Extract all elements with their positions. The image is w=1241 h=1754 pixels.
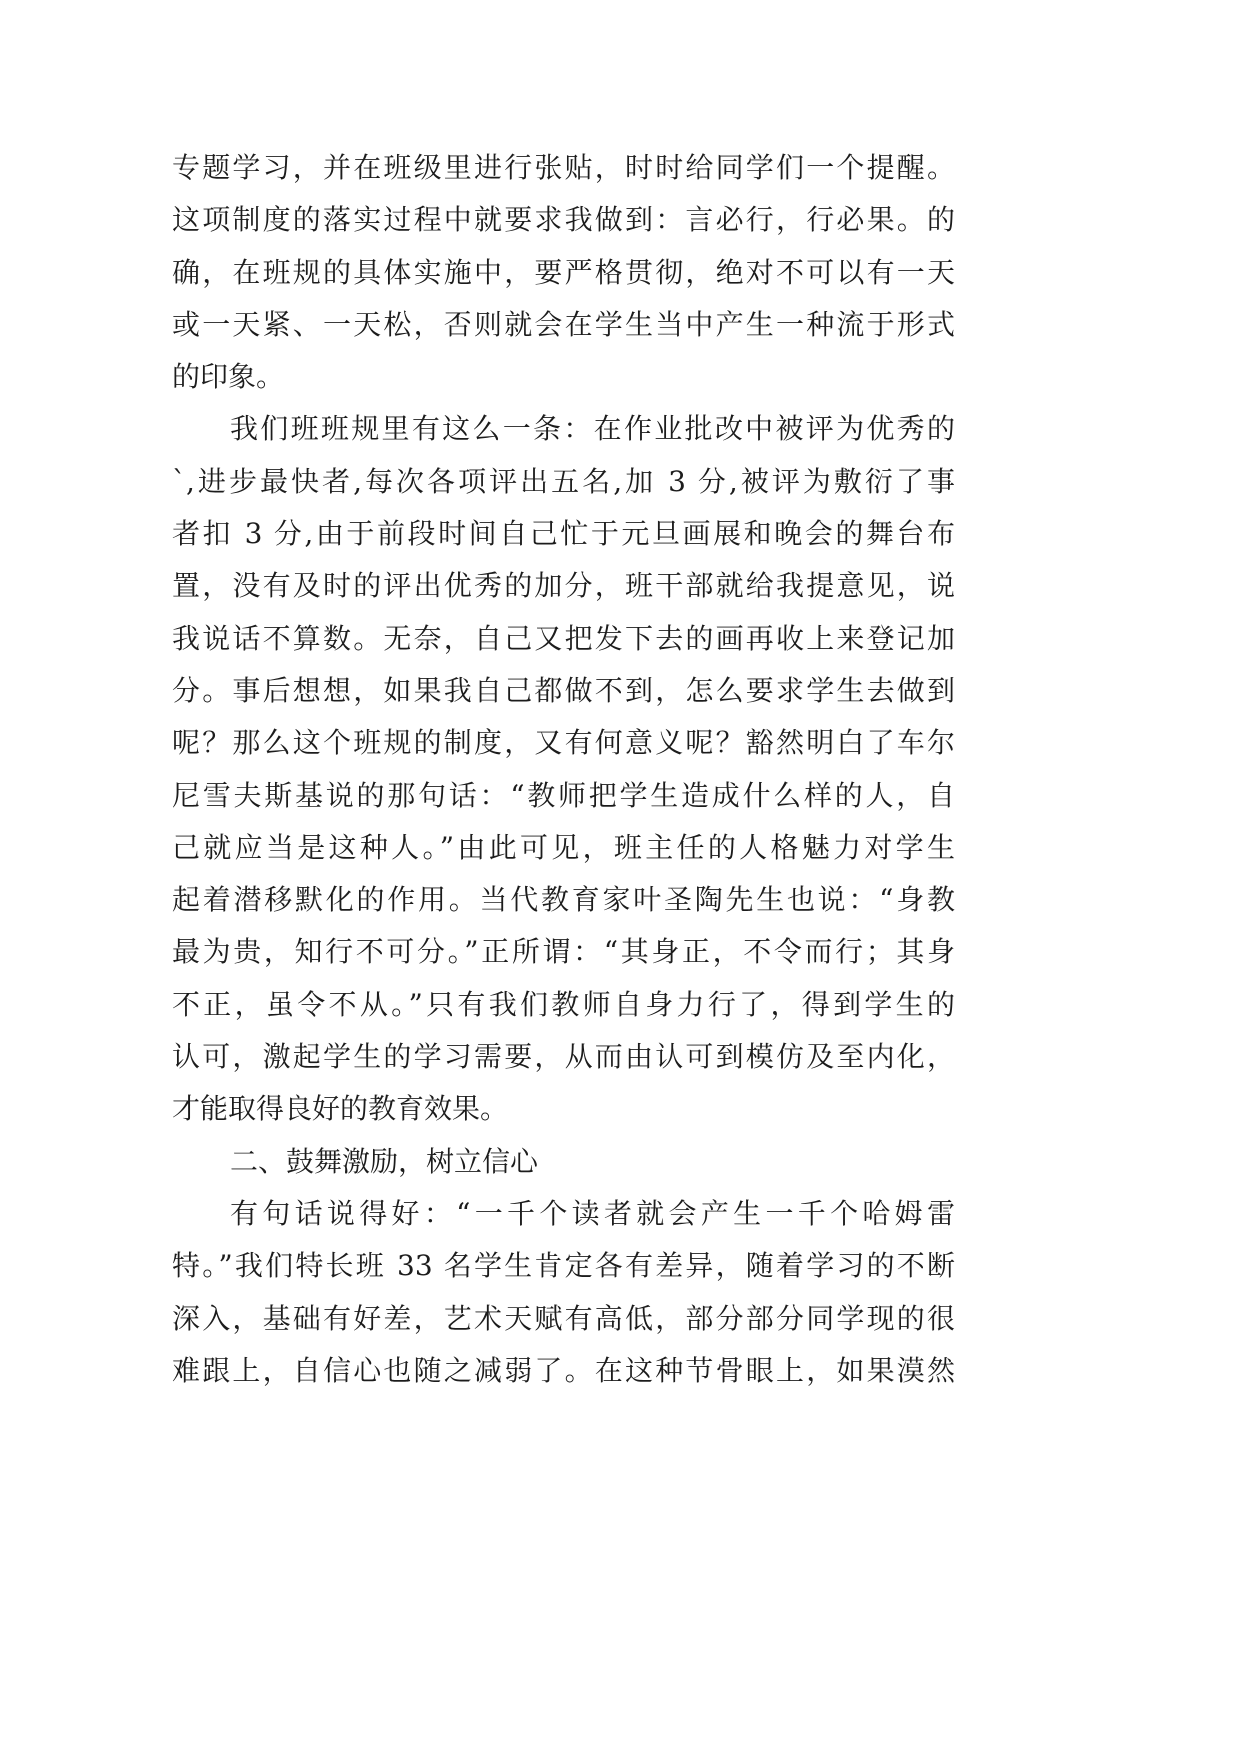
text-line: 或一天紧、一天松，否则就会在学生当中产生一种流于形式 bbox=[172, 307, 955, 341]
text-line: 特。”我们特长班 33 名学生肯定各有差异，随着学习的不断 bbox=[172, 1249, 955, 1283]
text-line: 难跟上，自信心也随之减弱了。在这种节骨眼上，如果漠然 bbox=[172, 1353, 955, 1387]
text-line: 不正，虽令不从。”只有我们教师自身力行了，得到学生的 bbox=[172, 987, 955, 1021]
text-line: 这项制度的落实过程中就要求我做到：言必行，行必果。的 bbox=[172, 203, 955, 237]
text-line: 起着潜移默化的作用。当代教育家叶圣陶先生也说：“身教 bbox=[172, 883, 955, 917]
text-line: 己就应当是这种人。”由此可见，班主任的人格魅力对学生 bbox=[172, 830, 955, 864]
section-heading bbox=[172, 1136, 955, 1188]
paragraph bbox=[172, 1188, 955, 1397]
text-line: 才能取得良好的教育效果。 bbox=[172, 1092, 509, 1126]
paragraph bbox=[172, 142, 955, 403]
text-line: 我们班班规里有这么一条：在作业批改中被评为优秀的 bbox=[230, 412, 955, 446]
text-line: 确，在班规的具体实施中，要严格贯彻，绝对不可以有一天 bbox=[172, 255, 955, 289]
section-heading-text: 二、鼓舞激励，树立信心 bbox=[230, 1144, 539, 1178]
text-line: 最为贵，知行不可分。”正所谓：“其身正，不令而行；其身 bbox=[172, 935, 955, 969]
text-line: 深入，基础有好差，艺术天赋有高低，部分部分同学现的很 bbox=[172, 1301, 955, 1335]
paragraph bbox=[172, 403, 955, 1135]
text-line: 分。事后想想，如果我自己都做不到，怎么要求学生去做到 bbox=[172, 673, 955, 707]
text-line: 我说话不算数。无奈，自己又把发下去的画再收上来登记加 bbox=[172, 621, 955, 655]
text-line: 尼雪夫斯基说的那句话：“教师把学生造成什么样的人，自 bbox=[172, 778, 955, 812]
page-body bbox=[172, 142, 955, 1397]
text-line: `,进步最快者,每次各项评出五名,加 3 分,被评为敷衍了事 bbox=[172, 464, 955, 498]
text-line: 有句话说得好：“一千个读者就会产生一千个哈姆雷 bbox=[230, 1196, 955, 1230]
text-line: 者扣 3 分,由于前段时间自己忙于元旦画展和晚会的舞台布 bbox=[172, 517, 955, 551]
text-line: 专题学习，并在班级里进行张贴，时时给同学们一个提醒。 bbox=[172, 151, 955, 184]
text-line: 呢？那么这个班规的制度，又有何意义呢？豁然明白了车尔 bbox=[172, 726, 955, 760]
text-line: 的印象。 bbox=[172, 360, 285, 394]
text-line: 认可，激起学生的学习需要，从而由认可到模仿及至内化， bbox=[172, 1040, 955, 1074]
text-line: 置，没有及时的评出优秀的加分，班干部就给我提意见，说 bbox=[172, 569, 955, 603]
